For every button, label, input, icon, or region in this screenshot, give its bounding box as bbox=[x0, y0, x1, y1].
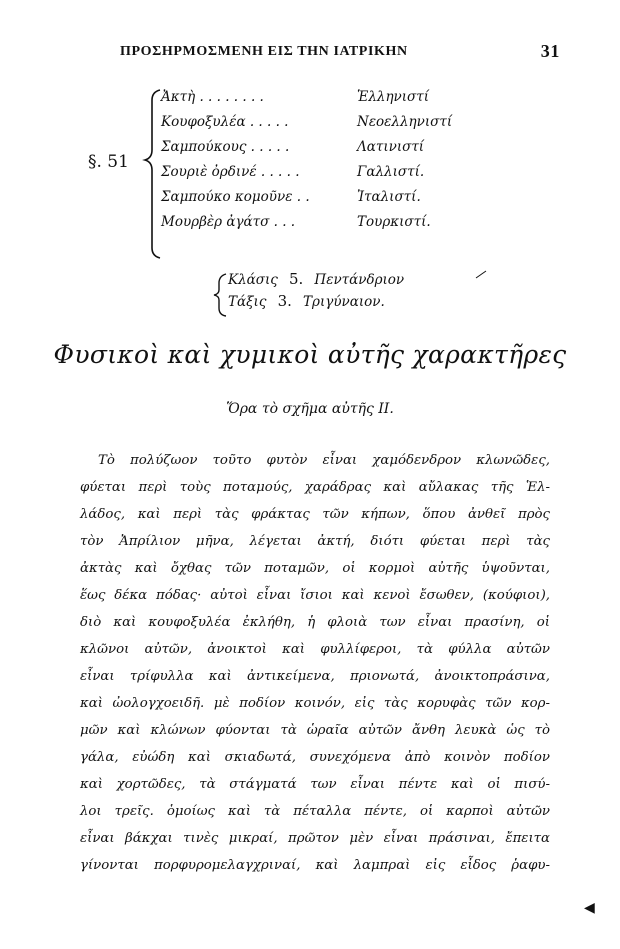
name-row bbox=[161, 137, 461, 162]
text-line: μῶν καὶ κλώνων φύονται τὰ ὡραῖα αὐτῶν ἄνθη λευκὰ ὡς τὸ bbox=[80, 723, 550, 738]
page-number: 31 bbox=[540, 41, 560, 61]
text-line: καὶ χορτῶδες, τὰ στάγματά των εἶναι πέντε καὶ οἱ πισύ- bbox=[80, 777, 550, 792]
section-mark: §. 51 bbox=[88, 152, 129, 172]
text-line: λάδος, καὶ περὶ τὰς φράκτας τῶν κήπων, ὅπου ἀνθεῖ πρὸς bbox=[80, 507, 550, 522]
text-line: ἕως δέκα πόδας· αὐτοὶ εἶναι ἴσιοι καὶ κενοὶ ἔσωθεν, (κούφιοι), bbox=[80, 588, 550, 603]
text-line: λοι τρεῖς. ὁμοίως καὶ τὰ πέταλλα πέντε, οἱ καρποὶ αὐτῶν bbox=[80, 804, 550, 819]
figure-reference: Ὅρα τὸ σχῆμα αὐτῆς ΙΙ. bbox=[226, 401, 394, 417]
name-term: Μουρβὲρ ἀγάτσ . . . bbox=[161, 214, 296, 230]
text-line: φύεται περὶ τοὺς ποταμούς, χαράδρας καὶ αὔλακας τῆς Ἑλ- bbox=[80, 480, 550, 495]
plant-names-list bbox=[161, 87, 461, 237]
stray-mark bbox=[476, 271, 486, 278]
classification-row bbox=[228, 270, 404, 292]
text-line: κλῶνοι αὐτῶν, ἀνοικτοὶ καὶ φυλλίφεροι, τὰ φύλλα αὐτῶν bbox=[80, 642, 550, 657]
name-language: Νεοελληνιστί bbox=[357, 114, 453, 130]
name-language: Τουρκιστί. bbox=[357, 214, 431, 230]
text-line: καὶ ὠολογχοειδῆ. μὲ ποδίον κοινόν, εἰς τὰς κορυφὰς τῶν κορ- bbox=[80, 696, 550, 711]
classification-block bbox=[228, 270, 404, 314]
text-line: διὸ καὶ κουφοξυλέα ἐκλήθη, ἡ φλοιὰ των εἶναι πρασίνη, οἱ bbox=[80, 615, 550, 630]
text-line: εἶναι τρίφυλλα καὶ ἀντικείμενα, πριονωτά, ἀνοικτοπράσινα, bbox=[80, 669, 550, 684]
text-line: τὸν Ἀπρίλιον μῆνα, λέγεται ἀκτή, διότι φύεται περὶ τὰς bbox=[80, 534, 550, 549]
text-line: γίνονται πορφυρομελαγχριναί, καὶ λαμπραὶ εἰς εἶδος ῥαφυ- bbox=[80, 858, 550, 873]
running-head-title: ΠΡΟΣΗΡΜΟΣΜΕΝΗ ΕΙΣ ΤΗΝ ΙΑΤΡΙΚΗΝ bbox=[120, 44, 408, 59]
name-row bbox=[161, 112, 461, 137]
classification-row bbox=[228, 292, 404, 314]
text-line: Τὸ πολύζωον τοῦτο φυτὸν εἶναι χαμόδενδρον κλωνῶδες, bbox=[98, 453, 550, 468]
text-line: εἶναι βάκχαι τινὲς μικραί, πρῶτον μὲν εἶναι πράσιναι, ἔπειτα bbox=[80, 831, 550, 846]
name-language: Γαλλιστί. bbox=[357, 164, 425, 180]
names-brace bbox=[145, 90, 160, 258]
name-row bbox=[161, 212, 461, 237]
text-line: γάλα, εὐώδη καὶ σκιαδωτά, συνεχόμενα ἀπὸ κοινὸν ποδίον bbox=[80, 750, 550, 765]
name-language: Ἰταλιστί. bbox=[357, 189, 421, 205]
text-line: ἀκτὰς καὶ ὄχθας τῶν ποταμῶν, οἱ κορμοὶ αὐτῆς ὑψοῦνται, bbox=[80, 561, 550, 576]
classification-label: Κλάσις bbox=[228, 272, 278, 288]
name-row bbox=[161, 187, 461, 212]
section-heading: Φυσικοὶ καὶ χυμικοὶ αὐτῆς χαρακτῆρες bbox=[53, 340, 567, 369]
name-language: Λατινιστί bbox=[357, 139, 425, 155]
name-row bbox=[161, 162, 461, 187]
body-paragraph bbox=[80, 451, 550, 883]
name-language: Ἑλληνιστί bbox=[357, 89, 430, 105]
name-term: Κουφοξυλέα . . . . . bbox=[161, 114, 289, 130]
classification-brace bbox=[214, 274, 226, 316]
name-term: Σαμπούκους . . . . . bbox=[161, 139, 290, 155]
name-term: Σαμπούκο κομοῦνε . . bbox=[161, 189, 310, 205]
name-row bbox=[161, 87, 461, 112]
classification-name: Τριγύναιον. bbox=[303, 294, 385, 310]
classification-number: 5. bbox=[288, 270, 304, 288]
name-term: Ἀκτὴ . . . . . . . . bbox=[161, 89, 264, 105]
classification-label: Τάξις bbox=[228, 294, 267, 310]
classification-name: Πεντάνδριον bbox=[314, 272, 405, 288]
name-term: Σουριὲ ὀρδινέ . . . . . bbox=[161, 164, 300, 180]
classification-number: 3. bbox=[277, 292, 292, 310]
catchword-mark-icon: ◀ bbox=[584, 900, 595, 916]
